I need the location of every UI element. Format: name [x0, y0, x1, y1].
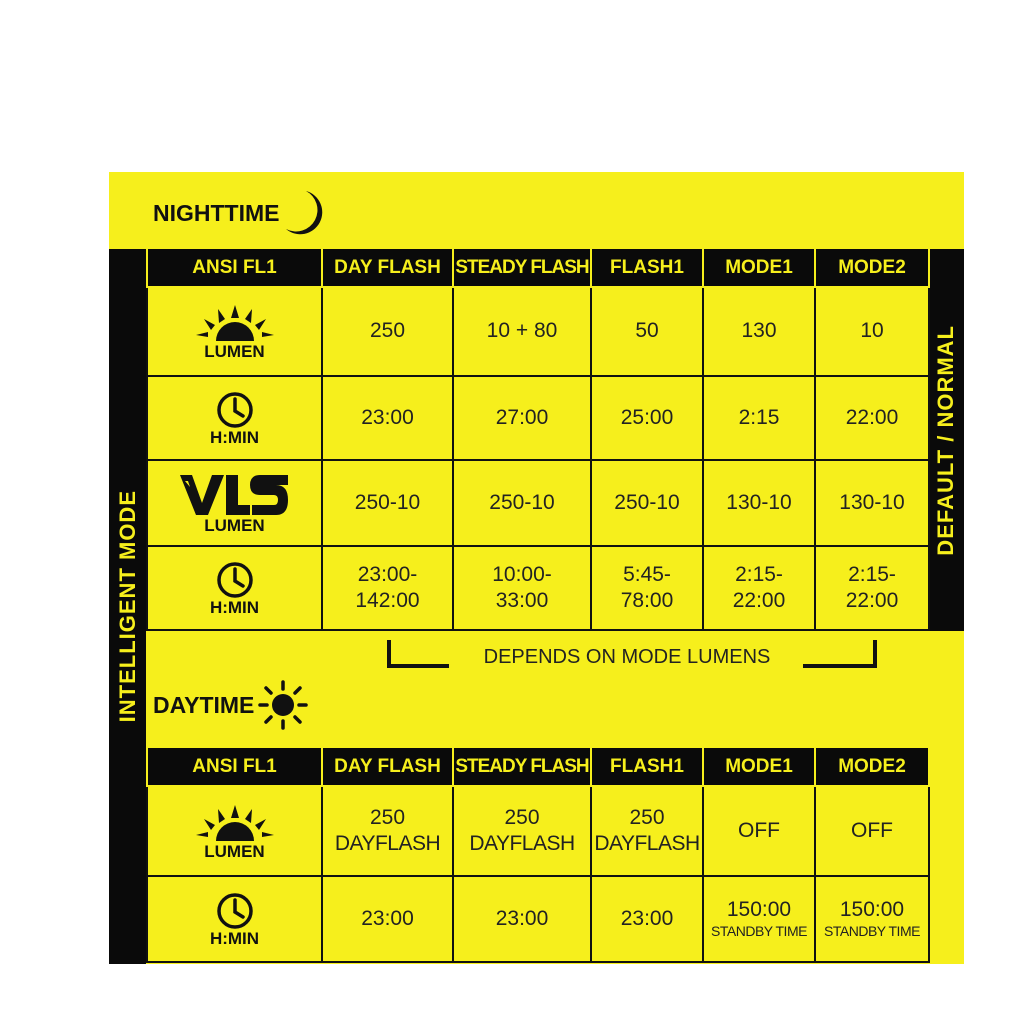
- value-line: 22:00: [845, 589, 899, 612]
- value-line: STANDBY TIME: [824, 923, 920, 940]
- value-cell: [591, 546, 703, 630]
- column-header: ANSI FL1: [147, 748, 322, 786]
- value-cell: 250-10: [591, 460, 703, 546]
- value-cell: 130-10: [703, 460, 815, 546]
- column-header: MODE1: [703, 249, 815, 287]
- value-cell: 250-10: [453, 460, 591, 546]
- value-cell: [703, 546, 815, 630]
- clock-icon: [216, 892, 254, 930]
- row-icon-cell: [147, 786, 322, 876]
- table-row: [147, 376, 929, 460]
- value-line: 23:00-: [357, 562, 418, 586]
- value-line: 23:00: [620, 906, 674, 930]
- daytime-label: DAYTIME: [153, 691, 255, 718]
- header-row: [147, 249, 929, 287]
- daytime-table: [146, 748, 930, 963]
- row-icon-cell: [147, 376, 322, 460]
- daytime-heading: [153, 680, 308, 730]
- value-cell: [703, 786, 815, 876]
- column-header: DAY FLASH: [322, 748, 453, 786]
- value-cell: 250-10: [322, 460, 453, 546]
- lumen-label: LUMEN: [204, 841, 265, 861]
- default-normal-bar: [928, 249, 964, 631]
- value-line: 23:00: [495, 906, 549, 930]
- value-cell: [453, 876, 591, 962]
- value-cell: [703, 876, 815, 962]
- value-line: 23:00: [361, 906, 414, 930]
- row-icon-cell: [147, 546, 322, 630]
- value-cell: 10 + 80: [453, 287, 591, 376]
- value-line: 5:45-: [623, 562, 671, 586]
- value-cell: 50: [591, 287, 703, 376]
- value-line: 150:00: [839, 898, 905, 922]
- value-cell: [453, 786, 591, 876]
- value-cell: 23:00: [322, 376, 453, 460]
- nighttime-heading: [153, 190, 326, 236]
- column-header: ANSI FL1: [147, 249, 322, 287]
- depends-note: [387, 640, 877, 670]
- table-row: [147, 287, 929, 376]
- nighttime-table: [146, 249, 930, 631]
- sun-rays-icon: [194, 303, 276, 343]
- value-line: 150:00: [726, 898, 792, 922]
- value-cell: [322, 876, 453, 962]
- table-row: [147, 876, 929, 962]
- intelligent-mode-label: INTELLIGENT MODE: [114, 490, 140, 723]
- table-row: [147, 460, 929, 546]
- value-line: 250: [629, 805, 665, 829]
- value-cell: 130: [703, 287, 815, 376]
- column-header: STEADY FLASH: [453, 249, 591, 287]
- depends-label: DEPENDS ON MODE LUMENS: [483, 646, 771, 668]
- value-cell: [322, 786, 453, 876]
- bracket-left: [387, 640, 449, 668]
- value-cell: [591, 786, 703, 876]
- lumen-label: LUMEN: [204, 515, 265, 535]
- value-cell: 10: [815, 287, 929, 376]
- table-row: [147, 546, 929, 630]
- value-cell: [591, 876, 703, 962]
- spec-panel: [109, 172, 964, 964]
- value-cell: 22:00: [815, 376, 929, 460]
- value-line: 22:00: [732, 589, 786, 612]
- value-line: 142:00: [355, 589, 420, 612]
- value-cell: [815, 876, 929, 962]
- row-icon-cell: [147, 460, 322, 546]
- value-line: 10:00-: [492, 562, 552, 586]
- row-icon-cell: [147, 876, 322, 962]
- value-line: 250: [504, 805, 540, 829]
- nighttime-label: NIGHTTIME: [153, 199, 280, 226]
- value-cell: [322, 546, 453, 630]
- value-line: DAYFLASH: [594, 832, 700, 855]
- clock-icon: [216, 391, 254, 429]
- column-header: MODE2: [815, 249, 929, 287]
- value-line: 2:15-: [735, 562, 783, 586]
- value-line: STANDBY TIME: [711, 923, 807, 940]
- sun-rays-icon: [194, 803, 276, 843]
- value-line: OFF: [851, 818, 893, 842]
- column-header: STEADY FLASH: [453, 748, 591, 786]
- value-line: 78:00: [620, 589, 674, 612]
- column-header: FLASH1: [591, 249, 703, 287]
- value-cell: [453, 546, 591, 630]
- value-line: 33:00: [495, 589, 549, 612]
- value-line: OFF: [738, 818, 780, 842]
- column-header: FLASH1: [591, 748, 703, 786]
- hmin-label: H:MIN: [209, 597, 260, 617]
- value-cell: 27:00: [453, 376, 591, 460]
- value-cell: [815, 546, 929, 630]
- header-row: [147, 748, 929, 786]
- hmin-label: H:MIN: [209, 928, 260, 948]
- sun-icon: [258, 680, 308, 730]
- column-header: DAY FLASH: [322, 249, 453, 287]
- column-header: MODE1: [703, 748, 815, 786]
- row-icon-cell: [147, 287, 322, 376]
- clock-icon: [216, 561, 254, 599]
- intelligent-mode-bar: [109, 249, 146, 964]
- value-line: DAYFLASH: [469, 832, 575, 855]
- column-header: MODE2: [815, 748, 929, 786]
- vls-logo: [180, 473, 290, 517]
- bracket-right: [803, 640, 877, 668]
- table-row: [147, 786, 929, 876]
- value-cell: [815, 786, 929, 876]
- value-cell: 250: [322, 287, 453, 376]
- value-cell: 130-10: [815, 460, 929, 546]
- value-line: 2:15-: [848, 562, 896, 586]
- moon-icon: [284, 189, 326, 237]
- hmin-label: H:MIN: [209, 427, 260, 447]
- default-normal-label: DEFAULT / NORMAL: [933, 324, 958, 556]
- value-line: 250: [369, 805, 406, 829]
- value-cell: 25:00: [591, 376, 703, 460]
- value-cell: 2:15: [703, 376, 815, 460]
- lumen-label: LUMEN: [204, 342, 265, 361]
- value-line: DAYFLASH: [334, 832, 441, 855]
